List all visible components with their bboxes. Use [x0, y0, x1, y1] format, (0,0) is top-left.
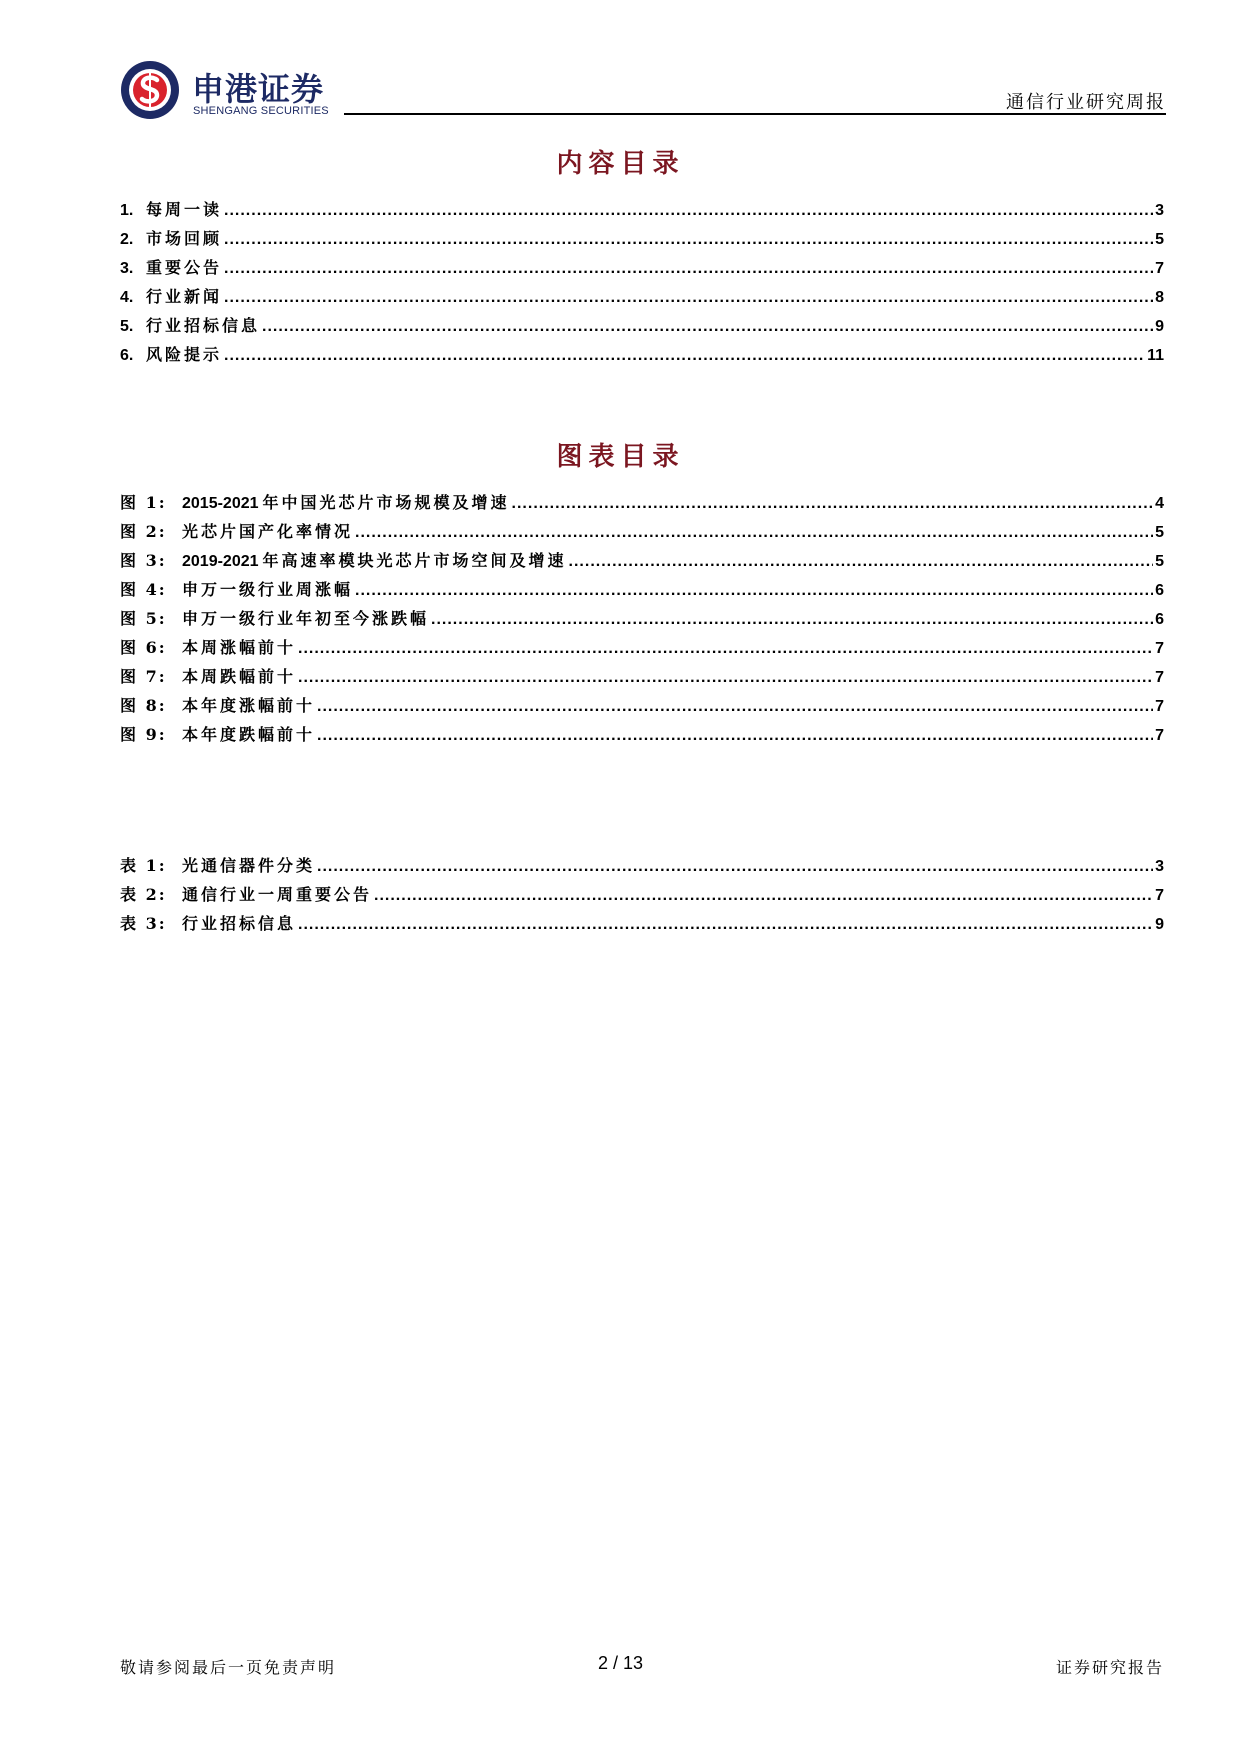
figure-page-number: 7 [1155, 698, 1164, 715]
figure-title: 光芯片国产化率情况 [182, 522, 354, 541]
figure-page-number: 6 [1155, 582, 1164, 599]
figure-label: 图 4: [120, 580, 167, 599]
figure-page-number: 7 [1155, 669, 1164, 686]
dot-leader [317, 852, 1153, 881]
toc-number: 2. [120, 231, 134, 248]
tables-list [120, 851, 1164, 938]
shengang-logo-icon [120, 60, 180, 120]
dot-leader [569, 547, 1154, 576]
figure-label: 图 6: [120, 638, 167, 657]
dot-leader [298, 910, 1153, 939]
figure-page-number: 5 [1155, 553, 1164, 570]
dot-leader [355, 518, 1153, 547]
toc-page-number: 8 [1155, 289, 1164, 306]
figure-label: 图 8: [120, 696, 167, 715]
page-indicator: 2 / 13 [597, 1653, 644, 1673]
dot-leader [224, 283, 1153, 312]
table-page-number: 9 [1155, 916, 1164, 933]
dot-leader [355, 576, 1153, 605]
toc-number: 5. [120, 318, 134, 335]
figure-entry[interactable] [120, 662, 1164, 691]
footer-disclaimer: 敬请参阅最后一页免责声明 [120, 1658, 337, 1677]
table-page-number: 7 [1155, 887, 1164, 904]
table-label: 表 3: [120, 914, 167, 933]
company-name-cn: 申港证券 [192, 70, 325, 108]
dot-leader [298, 634, 1153, 663]
toc-entry[interactable] [120, 340, 1164, 369]
toc-title: 行业招标信息 [146, 316, 261, 335]
dot-leader [374, 881, 1153, 910]
figures-title: 图表目录 [556, 442, 685, 472]
figure-title: 申万一级行业周涨幅 [182, 580, 354, 599]
table-page-number: 3 [1155, 858, 1164, 875]
report-type: 通信行业研究周报 [1006, 92, 1166, 113]
toc-page-number: 9 [1155, 318, 1164, 335]
figure-label: 图 7: [120, 667, 167, 686]
toc-number: 1. [120, 202, 134, 219]
figure-label: 图 5: [120, 609, 167, 628]
figure-title: 本周涨幅前十 [182, 638, 297, 657]
dot-leader [224, 196, 1153, 225]
toc-page-number: 7 [1155, 260, 1164, 277]
figure-entry[interactable] [120, 546, 1164, 575]
figure-page-number: 4 [1155, 495, 1164, 512]
figure-page-number: 5 [1155, 524, 1164, 541]
toc-entry[interactable] [120, 195, 1164, 224]
table-title: 光通信器件分类 [182, 856, 316, 875]
dot-leader [317, 692, 1153, 721]
figure-year-range: 2015-2021 [182, 495, 259, 512]
table-entry[interactable] [120, 909, 1164, 938]
figure-label: 图 2: [120, 522, 167, 541]
toc-title: 行业新闻 [146, 287, 223, 306]
toc-entry[interactable] [120, 311, 1164, 340]
figures-list [120, 488, 1164, 749]
table-label: 表 2: [120, 885, 167, 904]
toc-title: 每周一读 [146, 200, 223, 219]
dot-leader [512, 489, 1154, 518]
toc-title: 重要公告 [146, 258, 223, 277]
table-entry[interactable] [120, 880, 1164, 909]
toc-number: 4. [120, 289, 134, 306]
toc-title: 风险提示 [146, 345, 223, 364]
table-label: 表 1: [120, 856, 167, 875]
figure-page-number: 7 [1155, 640, 1164, 657]
dot-leader [224, 341, 1145, 370]
toc-entry[interactable] [120, 253, 1164, 282]
header-divider [344, 113, 1166, 115]
contents-list [120, 195, 1164, 369]
dot-leader [298, 663, 1153, 692]
table-title: 通信行业一周重要公告 [182, 885, 373, 904]
figure-title: 申万一级行业年初至今涨跌幅 [182, 609, 430, 628]
dot-leader [431, 605, 1153, 634]
figure-entry[interactable] [120, 720, 1164, 749]
toc-number: 3. [120, 260, 134, 277]
figure-entry[interactable] [120, 575, 1164, 604]
figure-entry[interactable] [120, 604, 1164, 633]
figure-page-number: 6 [1155, 611, 1164, 628]
figure-label: 图 3: [120, 551, 167, 570]
figure-title: 年中国光芯片市场规模及增速 [262, 493, 510, 512]
figure-entry[interactable] [120, 691, 1164, 720]
footer-doc-type: 证券研究报告 [1055, 1658, 1164, 1677]
company-name-en: SHENGANG SECURITIES [193, 105, 329, 117]
figure-label: 图 9: [120, 725, 167, 744]
table-title: 行业招标信息 [182, 914, 297, 933]
table-entry[interactable] [120, 851, 1164, 880]
figure-label: 图 1: [120, 493, 167, 512]
figure-title: 本年度涨幅前十 [182, 696, 316, 715]
toc-entry[interactable] [120, 282, 1164, 311]
toc-page-number: 11 [1147, 347, 1164, 364]
figure-title: 本年度跌幅前十 [182, 725, 316, 744]
figure-title: 本周跌幅前十 [182, 667, 297, 686]
page-header [120, 58, 1166, 118]
dot-leader [317, 721, 1153, 750]
toc-title: 市场回顾 [146, 229, 223, 248]
toc-page-number: 5 [1155, 231, 1164, 248]
toc-entry[interactable] [120, 224, 1164, 253]
figure-entry[interactable] [120, 517, 1164, 546]
figure-entry[interactable] [120, 488, 1164, 517]
figure-year-range: 2019-2021 [182, 553, 259, 570]
toc-number: 6. [120, 347, 134, 364]
figure-entry[interactable] [120, 633, 1164, 662]
figure-title: 年高速率模块光芯片市场空间及增速 [262, 551, 567, 570]
dot-leader [224, 254, 1153, 283]
dot-leader [224, 225, 1153, 254]
dot-leader [262, 312, 1153, 341]
figure-page-number: 7 [1155, 727, 1164, 744]
contents-title: 内容目录 [556, 149, 685, 179]
toc-page-number: 3 [1155, 202, 1164, 219]
